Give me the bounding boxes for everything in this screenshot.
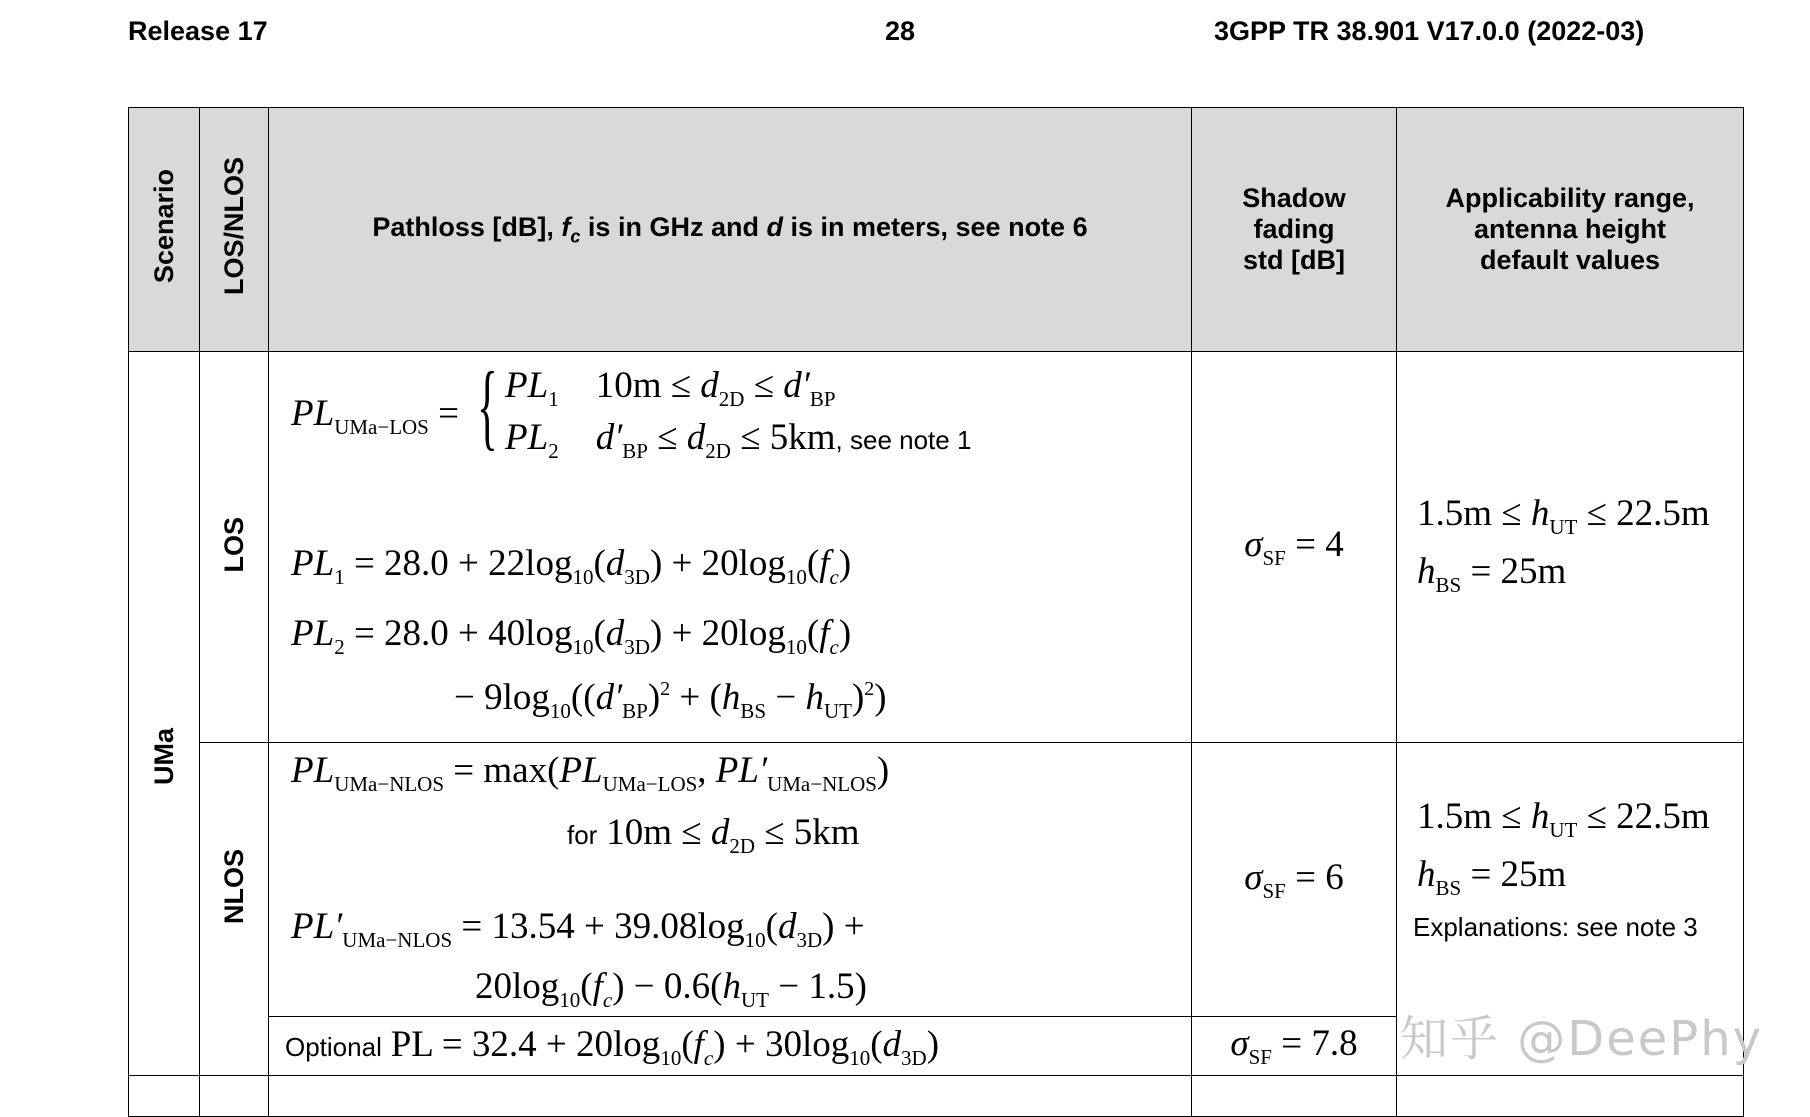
header-applicability: Applicability range, antenna height default values [1397, 108, 1744, 352]
header-page-number: 28 [885, 16, 916, 46]
los-applicability: $1.5m \le h_{UT} \le 22.5m$ $h_{BS} = 25m$ [1397, 352, 1744, 743]
los-label: LOS [200, 352, 269, 743]
optional-formula-cell [269, 1017, 1192, 1076]
next-row-partial [129, 1076, 1744, 1117]
pathloss-table [128, 107, 1744, 1117]
case-pl1: $PL_1$ $10m \le d_{2D} \le d'_{BP}$ [505, 365, 836, 411]
nlos-label: NLOS [200, 743, 269, 1076]
los-row [129, 352, 1744, 743]
header-pathloss: Pathloss [dB], $f_c$ is in GHz and d is in meters, see note 6 [269, 108, 1192, 352]
optional-shadow-fading: $\sigma_{SF} = 7.8$ [1192, 1017, 1397, 1076]
header-los-nlos: LOS/NLOS [200, 108, 269, 352]
nlos-applicability: $1.5m \le h_{UT} \le 22.5m$ $h_{BS} = 25m$ Explanations: see note 3 [1397, 743, 1744, 1076]
los-formula-cell [269, 352, 1192, 743]
pl2-formula-line1: $PL_2 = 28.0 + 40\log_{10}(d_{3D}) + 20\log_{10}(f_c)$ [291, 613, 852, 659]
pl-prime-line2: $20\log_{10}(f_c) - 0.6(h_{UT} - 1.5)$ [475, 966, 867, 1012]
case-pl2: $PL_2$ $d'_{BP} \le d_{2D} \le 5km$, see note 1 [505, 417, 972, 463]
nlos-formula-cell [269, 743, 1192, 1017]
pl-prime-line1: $PL'_{UMa-NLOS} = 13.54 + 39.08\log_{10}(d_{3D})$ + [291, 906, 865, 952]
header-shadow-fading: Shadow fading std [dB] [1192, 108, 1397, 352]
explanations-note: Explanations: see note 3 [1413, 912, 1698, 942]
nlos-shadow-fading: $\sigma_{SF} = 6$ [1192, 743, 1397, 1017]
nlos-range: for $10m \le d_{2D} \le 5km$ [567, 812, 860, 858]
optional-formula: Optional PL = $32.4 + 20\log_{10}(f_c) + 30\log_{10}(d_{3D})$ [285, 1024, 940, 1070]
watermark: 知乎 @DeePhy [1400, 1011, 1764, 1067]
pl-uma-nlos-def: $PL_{UMa-NLOS} = \max(PL_{UMa-LOS}$, $PL'_{UMa-NLOS}$) [291, 750, 890, 796]
brace: { [477, 352, 498, 459]
header-release: Release 17 [128, 16, 268, 46]
table-header-row [129, 108, 1744, 352]
header-document-id: 3GPP TR 38.901 V17.0.0 (2022-03) [1214, 16, 1645, 46]
scenario-uma: UMa [129, 352, 200, 1076]
pl2-formula-line2: − $9\log_{10}((d'_{BP})^2 + (h_{BS} - h_{UT})^2)$ [454, 677, 887, 723]
nlos-row [129, 743, 1744, 1017]
header-scenario: Scenario [129, 108, 200, 352]
pl1-formula: $PL_1 = 28.0 + 22\log_{10}(d_{3D}) + 20\log_{10}(f_c)$ [291, 543, 852, 589]
pl-uma-los-def: $PL_{UMa-LOS}$ = [291, 393, 459, 439]
los-shadow-fading: $\sigma_{SF} = 4$ [1192, 352, 1397, 743]
